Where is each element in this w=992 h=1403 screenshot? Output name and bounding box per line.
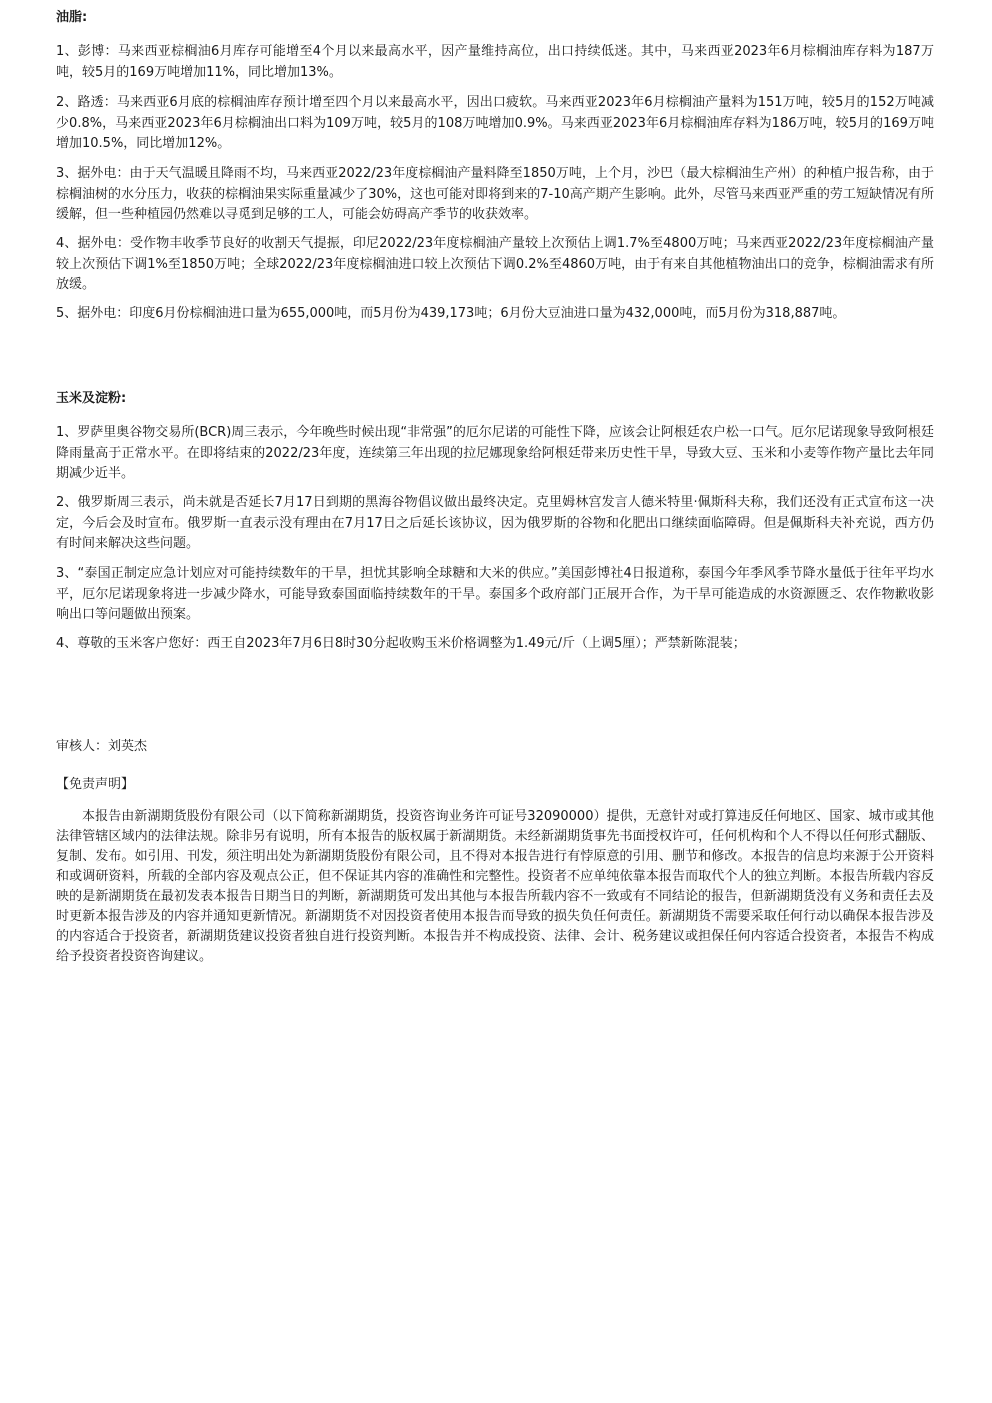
corn-news-item-2: 2、俄罗斯周三表示，尚未就是否延长7月17日到期的黑海谷物倡议做出最终决定。克里姆林宫发言人德米特里·佩斯科夫称，我们还没有正式宣布这一决定，今后会及时宣布。俄罗斯一直表示没有理由在7月17日之后延长该协议，因为俄罗斯的谷物和化肥出口继续面临障碍。但是佩斯科夫补充说，西方仍有时间来解决这些问题。 — [56, 495, 934, 551]
corn-news-item-1: 1、罗萨里奥谷物交易所(BCR)周三表示，今年晚些时候出现“非常强”的厄尔尼诺的可能性下降，应该会让阿根廷农户松一口气。厄尔尼诺现象导致阿根廷降雨量高于正常水平。在即将结束的2022/23年度，连续第三年出现的拉尼娜现象给阿根廷带来历史性干旱，导致大豆、玉米和小麦等作物产量比去年同期减少近半。 — [56, 425, 934, 481]
disclaimer-text: 本报告由新湖期货股份有限公司（以下简称新湖期货，投资咨询业务许可证号32090000）提供，无意针对或打算违反任何地区、国家、城市或其他法律管辖区域内的法律法规。除非另有说明，所有本报告的版权属于新湖期货。未经新湖期货事先书面授权许可，任何机构和个人不得以任何形式翻版、复制、发布。如引用、刊发，须注明出处为新湖期货股份有限公司，且不得对本报告进行有悖原意的引用、删节和修改。本报告的信息均来源于公开资料和或调研资料，所载的全部内容及观点公正，但不保证其内容的准确性和完整性。投资者不应单纯依靠本报告而取代个人的独立判断。本报告所载内容反映的是新湖期货在最初发表本报告日期当日的判断，新湖期货可发出其他与本报告所载内容不一致或有不同结论的报告，但新湖期货没有义务和责任去及时更新本报告涉及的内容并通知更新情况。新湖期货不对因投资者使用本报告而导致的损失负任何责任。新湖期货不需要采取任何行动以确保本报告涉及的内容适合于投资者，新湖期货建议投资者独自进行投资判断。本报告并不构成投资、法律、会计、税务建议或担保任何内容适合投资者，本报告不构成给予投资者投资咨询建议。 — [56, 809, 934, 964]
reviewer-line: 审核人：刘英杰 — [56, 739, 148, 754]
corn-section-title: 玉米及淀粉: — [56, 391, 127, 406]
oil-news-item-3: 3、据外电：由于天气温暖且降雨不均，马来西亚2022/23年度棕榈油产量料降至1850万吨，上个月，沙巴（最大棕榈油生产州）的种植户报告称，由于棕榈油树的水分压力，收获的棕榈油果实际重量减少了30%，这也可能对即将到来的7-10高产期产生影响。此外，尽管马来西亚严重的劳工短缺情况有所缓解，但一些种植园仍然难以寻觅到足够的工人，可能会妨碍高产季节的收获效率。 — [56, 166, 934, 222]
oil-news-item-2: 2、路透：马来西亚6月底的棕榈油库存预计增至四个月以来最高水平，因出口疲软。马来西亚2023年6月棕榈油产量料为151万吨，较5月的152万吨减少0.8%，马来西亚2023年6月棕榈油出口料为109万吨，较5月的108万吨增加0.9%。马来西亚2023年6月棕榈油库存料为186万吨，较5月的169万吨增加10.5%，同比增加12%。 — [56, 95, 934, 151]
oil-news-item-5: 5、据外电：印度6月份棕榈油进口量为655,000吨，而5月份为439,173吨；6月份大豆油进口量为432,000吨，而5月份为318,887吨。 — [56, 306, 846, 321]
oil-news-item-1: 1、彭博：马来西亚棕榈油6月库存可能增至4个月以来最高水平，因产量维持高位，出口持续低迷。其中，马来西亚2023年6月棕榈油库存料为187万吨，较5月的169万吨增加11%，同比增加13%。 — [56, 44, 934, 80]
corn-news-item-4: 4、尊敬的玉米客户您好：西王自2023年7月6日8时30分起收购玉米价格调整为1.49元/斤（上调5厘）；严禁新陈混装； — [56, 636, 746, 651]
corn-news-item-3: 3、“泰国正制定应急计划应对可能持续数年的干旱，担忧其影响全球糖和大米的供应。”美国彭博社4日报道称，泰国今年季风季节降水量低于往年平均水平，厄尔尼诺现象将进一步减少降水，可能导致泰国面临持续数年的干旱。泰国多个政府部门正展开合作，为干旱可能造成的水资源匮乏、农作物歉收影响出口等问题做出预案。 — [56, 566, 934, 622]
disclaimer-title: 【免责声明】 — [56, 777, 135, 792]
oil-section-title: 油脂: — [56, 10, 88, 25]
oil-news-item-4: 4、据外电：受作物丰收季节良好的收割天气提振，印尼2022/23年度棕榈油产量较上次预估上调1.7%至4800万吨；马来西亚2022/23年度棕榈油产量较上次预估下调1%至1850万吨；全球2022/23年度棕榈油进口较上次预估下调0.2%至4860万吨，由于有来自其他植物油出口的竞争，棕榈油需求有所放缓。 — [56, 236, 934, 292]
